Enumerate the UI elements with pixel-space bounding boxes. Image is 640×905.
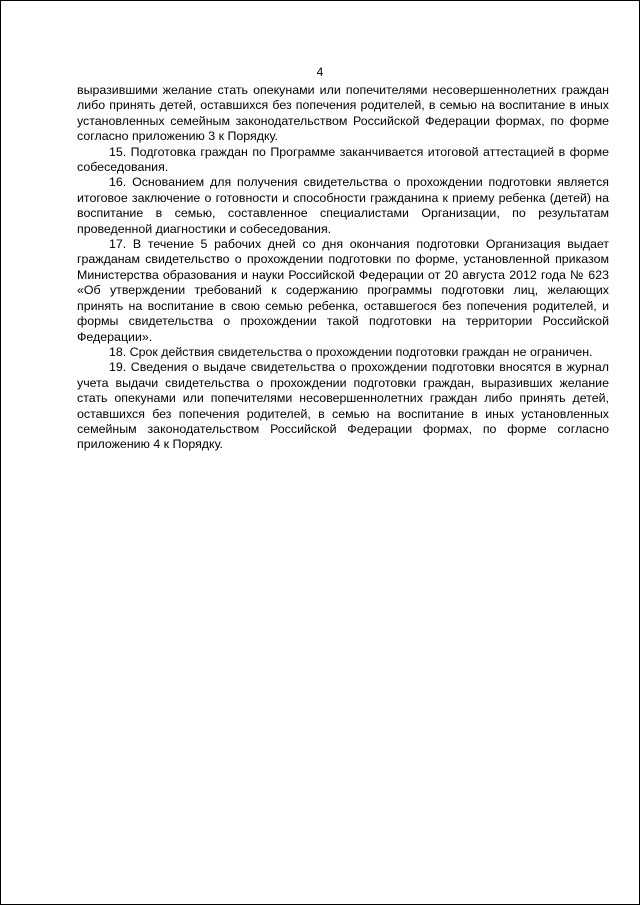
paragraph-17: 17. В течение 5 рабочих дней со дня окончания подготовки Организация выдает гражданам свидетельство о прохождении подготовки по форме, установленной приказом Министерства образования и науки Российской Федерации от 20 августа 2012 года № 623 «Об утверждении требований к содержанию программы подготовки лиц, желающих принять на воспитание в свою семью ребенка, оставшегося без попечения родителей, и формы свидетельства о прохождении такой подготовки на территории Российской Федерации». xyxy=(77,237,609,344)
paragraph-16: 16. Основанием для получения свидетельства о прохождении подготовки является итоговое заключение о готовности и способности гражданина к приему ребенка (детей) на воспитание в семью, составленное специалистами Организации, по результатам проведенной диагностики и собеседования. xyxy=(77,175,609,236)
page-number: 4 xyxy=(316,65,324,79)
paragraph-18: 18. Срок действия свидетельства о прохождении подготовки граждан не ограничен. xyxy=(109,344,593,359)
paragraph-continuation: выразившими желание стать опекунами или попечителями несовершеннолетних граждан либо принять детей, оставшихся без попечения родителей, в семью на воспитание в иных установленных семейным законодательством Российской Федерации формах, по форме согласно приложению 3 к Порядку. xyxy=(77,83,609,144)
document-body xyxy=(77,83,609,453)
paragraph-19: 19. Сведения о выдаче свидетельства о прохождении подготовки вносятся в журнал учета выдачи свидетельства о прохождении подготовки граждан, выразивших желание стать опекунами или попечителями несовершеннолетних граждан либо принять детей, оставшихся без попечения родителей, в семью на воспитание в иных установленных семейным законодательством Российской Федерации формах, по форме согласно приложению 4 к Порядку. xyxy=(77,360,609,452)
paragraph-15: 15. Подготовка граждан по Программе заканчивается итоговой аттестацией в форме собеседования. xyxy=(77,144,609,175)
